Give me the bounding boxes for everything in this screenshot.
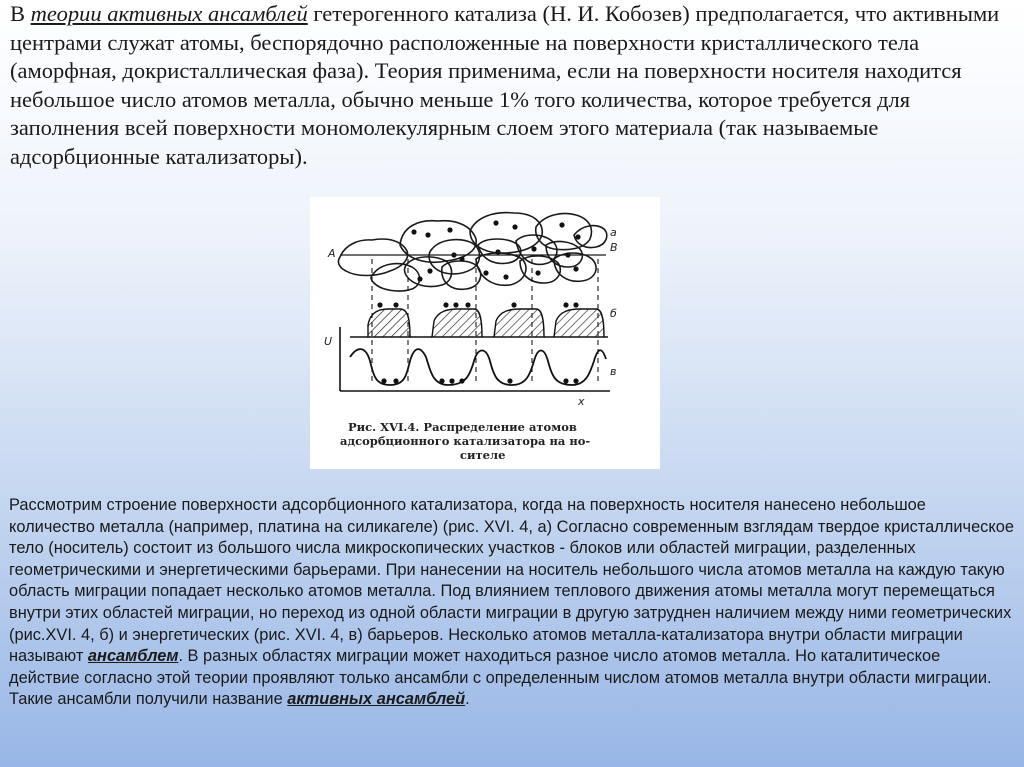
caption-line-2: адсорбционного катализатора на но- [340, 434, 591, 448]
figure-drawing [310, 197, 660, 469]
grain-blocks [338, 213, 606, 291]
intro-paragraph [10, 0, 1010, 172]
metal-atoms-surface [411, 220, 580, 281]
ensemble-term: ансамблем [87, 647, 179, 666]
label-v: в [610, 365, 617, 378]
explanation-part-1: Рассмотрим строение поверхности адсорбционного катализатора, когда на поверхность носителя нанесено небольшое количество металла (например, платина на силикагеле) (рис. XVI. 4, а) Согласно современным взглядам твердое кристаллическое тело (носитель) состоит из большого числа микроскопических участков - блоков или областей миграции, разделенных геометрическими и энергетическими барьерами. При нанесении на носитель небольшого числа атомов металла на каждую такую область миграции попадает несколько атомов металла. Под влиянием теплового движения атомы металла могут перемещаться внутри этих областей миграции, но переход из одной области миграции в другую затруднен наличием между ними геометрических (рис.XVI. 4, б) и энергетических (рис. XVI. 4, в) барьеров. Несколько атомов металла-катализатора внутри области миграции называют [9, 496, 1014, 666]
intro-lead: В [10, 1, 31, 26]
theory-term: теории активных ансамблей [30, 1, 308, 26]
metal-atoms-energy-v [381, 378, 578, 383]
label-x: x [578, 395, 585, 408]
label-b: б [610, 307, 617, 320]
geometric-barriers-profile [350, 309, 608, 337]
label-A: А [328, 247, 336, 260]
caption-line-1: Рис. XVI.4. Распределение атомов [348, 420, 577, 434]
explanation-part-2: . В разных областях миграции может находиться разное число атомов металла. Но каталитическое действие согласно этой теории проявляют только ансамбли с определенным числом атомов металла внутри области миграции. Такие ансамбли получили название [9, 647, 992, 709]
label-U: U [324, 335, 333, 348]
active-ensembles-term: активных ансамблей [287, 690, 466, 709]
caption-line-3: сителе [460, 448, 506, 462]
label-B: В [610, 241, 618, 254]
figure-xvi-4 [310, 197, 660, 469]
explanation-part-3: . [465, 690, 470, 709]
explanation-paragraph [9, 495, 1014, 711]
label-a: а [610, 226, 617, 239]
intro-body: гетерогенного катализа (Н. И. Кобозев) предполагается, что активными центрами служат атомы, беспорядочно расположенные на поверхности кристаллического тела (аморфная, докристаллическая фаза). Теория применима, если на поверхности носителя находится небольшое число атомов металла, обычно меньше 1% того количества, которое требуется для заполнения всей поверхности мономолекулярным слоем этого материала (так называемые адсорбционные катализаторы). [10, 1, 1000, 169]
